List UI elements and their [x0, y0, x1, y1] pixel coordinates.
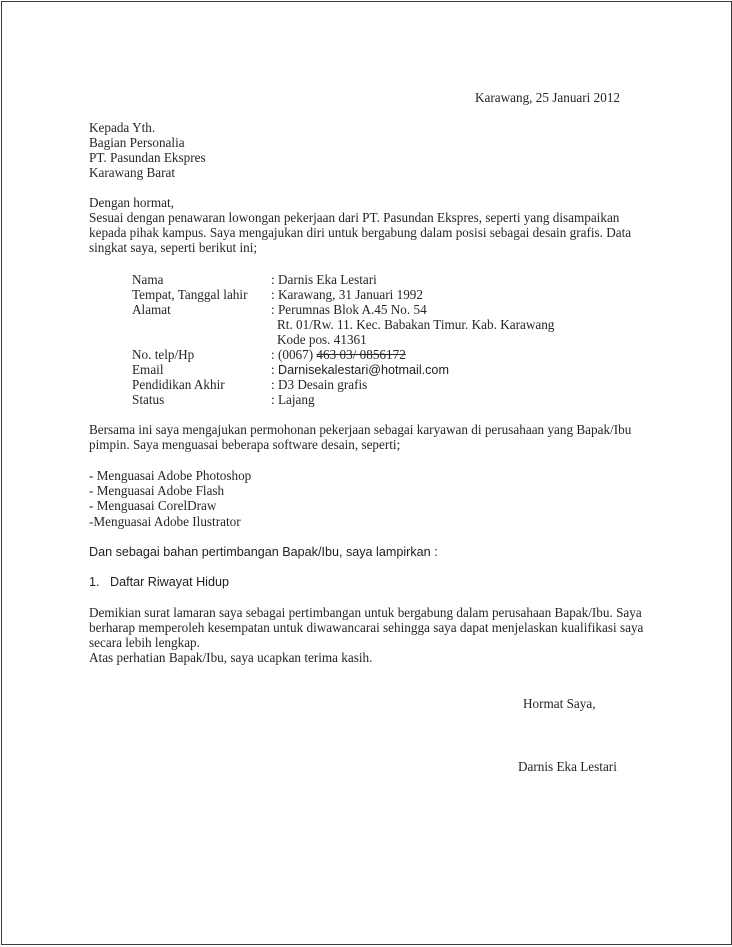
email-address: Darnisekalestari@hotmail.com: [277, 363, 449, 377]
recipient-line: Kepada Yth.: [89, 120, 156, 135]
email-separator: :: [271, 362, 278, 377]
status-value: : Lajang: [271, 392, 315, 407]
letter-date: Karawang, 25 Januari 2012: [475, 90, 621, 105]
education-value: : D3 Desain grafis: [271, 377, 368, 392]
paragraph-line: Atas perhatian Bapak/Ibu, saya ucapkan terima kasih.: [89, 650, 373, 665]
skill-item: - Menguasai Adobe Photoshop: [89, 468, 252, 483]
skill-item: - Menguasai Adobe Flash: [89, 483, 225, 498]
signoff: Hormat Saya,: [523, 696, 596, 711]
skill-item: -Menguasai Adobe Ilustrator: [89, 514, 241, 529]
attachment-item: Daftar Riwayat Hidup: [110, 575, 229, 589]
recipient-line: Karawang Barat: [89, 165, 176, 180]
name-label: Nama: [132, 272, 164, 287]
paragraph-line: Sesuai dengan penawaran lowongan pekerjaan dari PT. Pasundan Ekspres, seperti yang disampaikan: [89, 210, 620, 225]
letter-page: [1, 1, 732, 945]
status-label: Status: [132, 392, 165, 407]
email-value: [271, 362, 449, 378]
phone-prefix: : (0067): [271, 347, 317, 362]
attachment-intro: Dan sebagai bahan pertimbangan Bapak/Ibu, saya lampirkan :: [89, 545, 438, 559]
postal-code: Kode pos. 41361: [277, 332, 367, 347]
paragraph-line: pimpin. Saya menguasai beberapa software desain, seperti;: [89, 437, 401, 452]
phone-value: [271, 347, 406, 362]
paragraph-line: berharap memperoleh kesempatan untuk diwawancarai sehingga saya dapat menjelaskan kualifikasi saya: [89, 620, 644, 635]
signature-name: Darnis Eka Lestari: [518, 759, 617, 774]
paragraph-line: Bersama ini saya mengajukan permohonan pekerjaan sebagai karyawan di perusahaan yang Bapak/Ibu: [89, 422, 632, 437]
birth-label: Tempat, Tanggal lahir: [132, 287, 248, 302]
attachment-number: 1.: [89, 575, 100, 589]
email-label: Email: [132, 362, 164, 377]
recipient-line: PT. Pasundan Ekspres: [89, 150, 206, 165]
address-value: : Perumnas Blok A.45 No. 54: [271, 302, 427, 317]
paragraph-line: kepada pihak kampus. Saya mengajukan diri untuk bergabung dalam posisi sebagai desain grafis. Data: [89, 225, 632, 240]
address-label: Alamat: [132, 302, 171, 317]
recipient-line: Bagian Personalia: [89, 135, 185, 150]
skill-item: - Menguasai CorelDraw: [89, 498, 217, 513]
paragraph-line: Demikian surat lamaran saya sebagai pertimbangan untuk bergabung dalam perusahaan Bapak/Ibu. Saya: [89, 605, 642, 620]
education-label: Pendidikan Akhir: [132, 377, 225, 392]
phone-number-struck: 463 03/ 0856172: [316, 347, 406, 362]
greeting: Dengan hormat,: [89, 195, 174, 210]
birth-value: : Karawang, 31 Januari 1992: [271, 287, 423, 302]
paragraph-line: secara lebih lengkap.: [89, 635, 200, 650]
name-value: : Darnis Eka Lestari: [271, 272, 377, 287]
address-line: Rt. 01/Rw. 11. Kec. Babakan Timur. Kab. Karawang: [277, 317, 555, 332]
paragraph-line: singkat saya, seperti berikut ini;: [89, 240, 258, 255]
phone-label: No. telp/Hp: [132, 347, 195, 362]
